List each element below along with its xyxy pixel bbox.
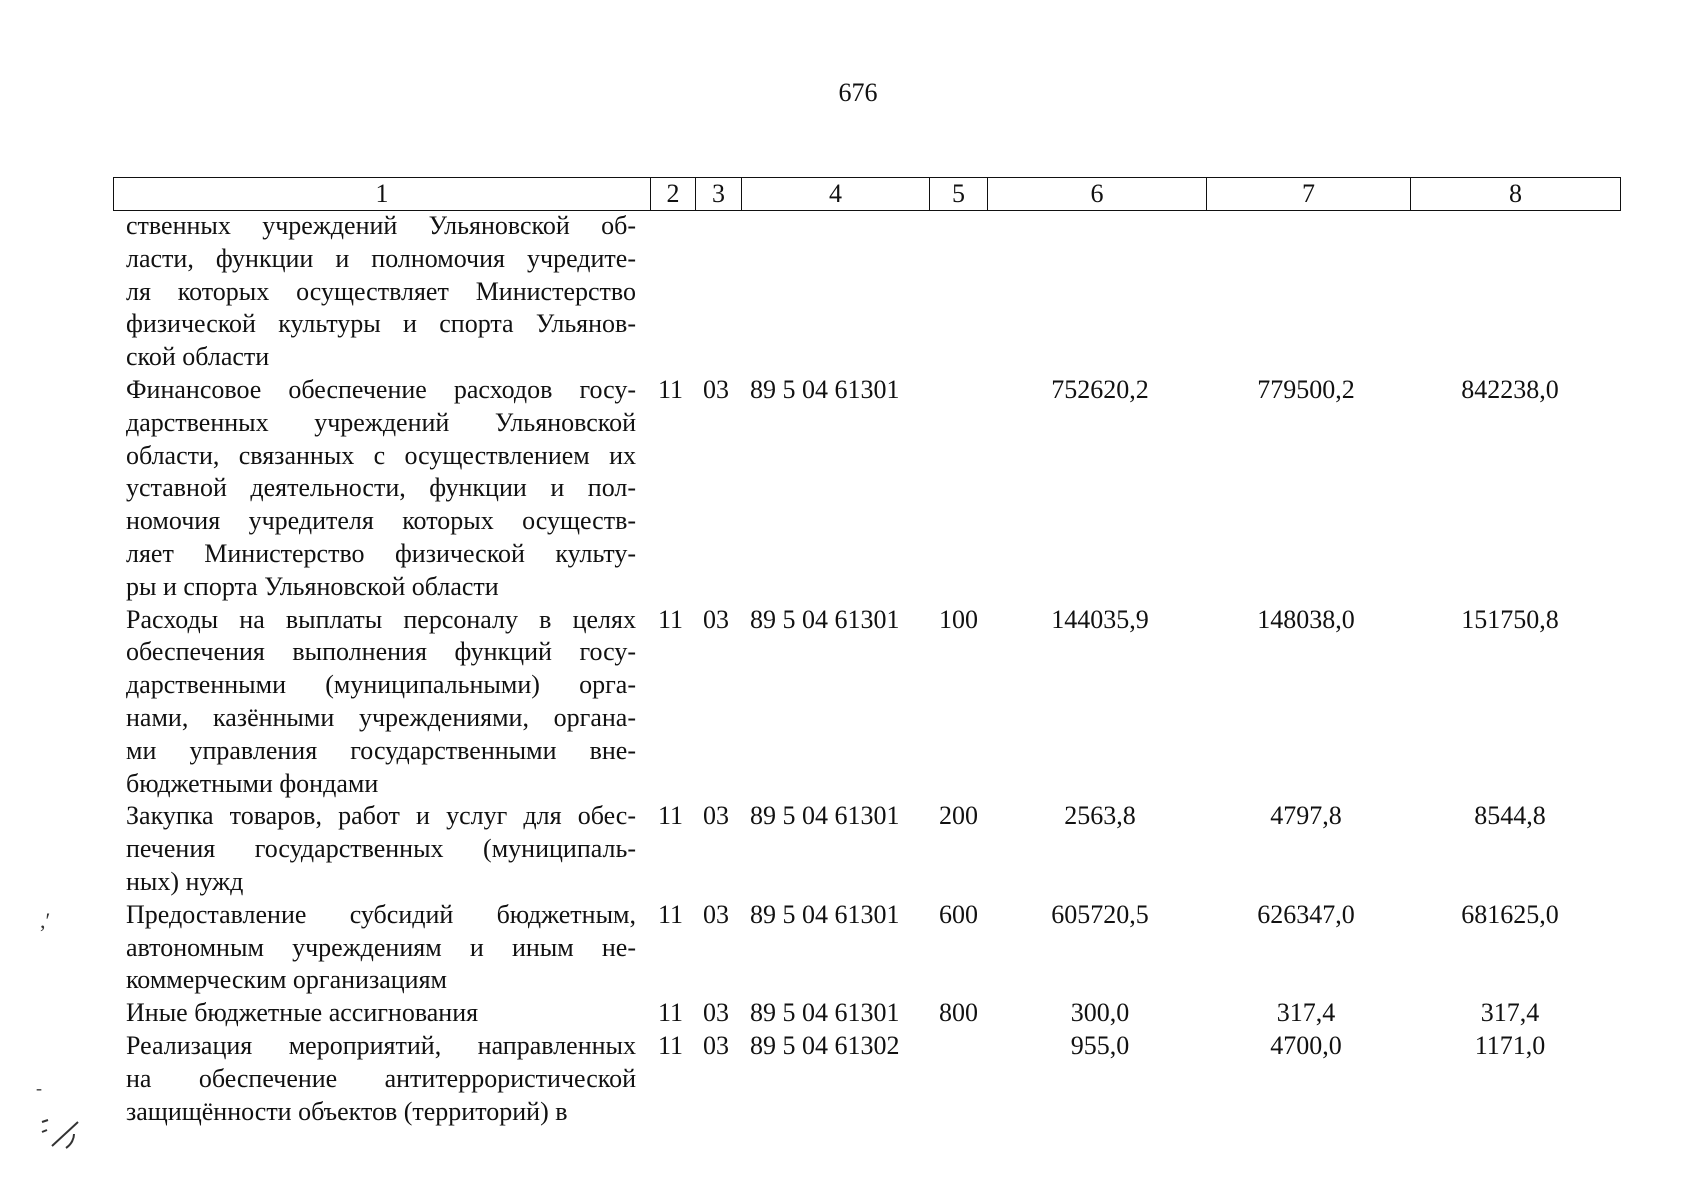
description-line: ных) нужд	[126, 866, 244, 896]
target-article-code: 89 5 04 61301	[750, 801, 900, 831]
amount-col-8: 8544,8	[1474, 801, 1546, 831]
description-line: Финансовое обеспечение расходов госу-	[126, 375, 636, 404]
amount-col-7: 626347,0	[1257, 899, 1355, 929]
amount-col-8: 1171,0	[1474, 1031, 1546, 1060]
description-line: нами, казёнными учреждениями, органа-	[126, 702, 636, 732]
section-code: 11	[658, 604, 684, 634]
description-line: области, связанных с осуществлением их	[126, 440, 636, 470]
description-line: коммерческим организациям	[126, 965, 448, 995]
subsection-code: 03	[703, 801, 729, 831]
description-line: ляет Министерство физической культу-	[126, 538, 636, 568]
amount-col-7: 779500,2	[1257, 375, 1355, 404]
expense-type-code: 100	[939, 604, 978, 634]
row-description	[126, 210, 636, 374]
amount-col-6: 752620,2	[1051, 375, 1149, 404]
target-article-code: 89 5 04 61302	[750, 1031, 900, 1060]
scan-mark-scribble	[38, 1112, 88, 1160]
description-line: обеспечения выполнения функций госу-	[126, 637, 636, 667]
row-description	[126, 374, 636, 604]
section-code: 11	[658, 998, 684, 1028]
description-line: ля которых осуществляет Министерство	[126, 276, 636, 306]
amount-col-6: 2563,8	[1064, 801, 1136, 831]
amount-col-7: 4700,0	[1270, 1031, 1342, 1060]
target-article-code: 89 5 04 61301	[750, 604, 900, 634]
section-code: 11	[658, 375, 684, 404]
description-line: Закупка товаров, работ и услуг для обес-	[126, 801, 636, 831]
description-line: Предоставление субсидий бюджетным,	[126, 899, 636, 929]
subsection-code: 03	[703, 998, 729, 1028]
row-description	[126, 800, 636, 898]
description-line: на обеспечение антитеррористической	[126, 1063, 636, 1093]
amount-col-7: 317,4	[1276, 998, 1336, 1028]
description-line: ской области	[126, 342, 270, 372]
subsection-code: 03	[703, 604, 729, 634]
header-col-5: 5	[930, 178, 988, 211]
amount-col-7: 148038,0	[1257, 604, 1355, 634]
description-line: Реализация мероприятий, направленных	[126, 1031, 636, 1060]
expense-type-code: 600	[939, 899, 978, 929]
header-col-7: 7	[1207, 178, 1411, 211]
target-article-code: 89 5 04 61301	[750, 375, 900, 404]
expense-type-code: 800	[939, 998, 978, 1028]
description-line: Иные бюджетные ассигнования	[126, 998, 479, 1028]
amount-col-6: 300,0	[1070, 998, 1130, 1028]
description-line: ми управления государственными вне-	[126, 735, 636, 765]
description-line: дарственными (муниципальными) орга-	[126, 670, 636, 700]
header-col-6: 6	[988, 178, 1207, 211]
expense-type-code: 200	[939, 801, 978, 831]
description-line: Расходы на выплаты персоналу в целях	[126, 604, 636, 634]
amount-col-6: 144035,9	[1051, 604, 1149, 634]
description-line: ласти, функции и полномочия учредите-	[126, 243, 636, 273]
header-col-1: 1	[114, 178, 651, 211]
row-description	[126, 899, 636, 997]
description-line: ры и спорта Ульяновской области	[126, 571, 499, 601]
description-line: печения государственных (муниципаль-	[126, 834, 636, 864]
header-col-3: 3	[696, 178, 742, 211]
header-col-8: 8	[1411, 178, 1621, 211]
description-line: дарственных учреждений Ульяновской	[126, 407, 636, 437]
subsection-code: 03	[703, 1031, 729, 1060]
row-description	[126, 997, 636, 1030]
page-number: 676	[838, 78, 878, 107]
description-line: ственных учреждений Ульяновской об-	[126, 211, 636, 240]
description-line: бюджетными фондами	[126, 768, 379, 798]
description-line: номочия учредителя которых осуществ-	[126, 506, 636, 536]
amount-col-6: 955,0	[1070, 1031, 1130, 1060]
row-description	[126, 604, 636, 801]
subsection-code: 03	[703, 375, 729, 404]
amount-col-8: 681625,0	[1461, 899, 1559, 929]
description-line: автономным учреждениям и иным не-	[126, 932, 636, 962]
amount-col-6: 605720,5	[1051, 899, 1149, 929]
scan-mark: -	[36, 1078, 42, 1098]
amount-col-8: 151750,8	[1461, 604, 1559, 634]
target-article-code: 89 5 04 61301	[750, 899, 900, 929]
header-col-4: 4	[742, 178, 930, 211]
row-description	[126, 1030, 636, 1128]
section-code: 11	[658, 899, 684, 929]
amount-col-8: 317,4	[1480, 998, 1540, 1028]
section-code: 11	[658, 1031, 684, 1060]
table-header	[113, 177, 1621, 211]
target-article-code: 89 5 04 61301	[750, 998, 900, 1028]
amount-col-7: 4797,8	[1270, 801, 1342, 831]
description-line: защищённости объектов (территорий) в	[126, 1096, 568, 1126]
scan-mark: ,′	[40, 908, 51, 933]
amount-col-8: 842238,0	[1461, 375, 1559, 404]
subsection-code: 03	[703, 899, 729, 929]
description-line: уставной деятельности, функции и пол-	[126, 473, 636, 503]
section-code: 11	[658, 801, 684, 831]
description-line: физической культуры и спорта Ульянов-	[126, 309, 636, 339]
header-col-2: 2	[651, 178, 696, 211]
header-row	[114, 178, 1621, 211]
